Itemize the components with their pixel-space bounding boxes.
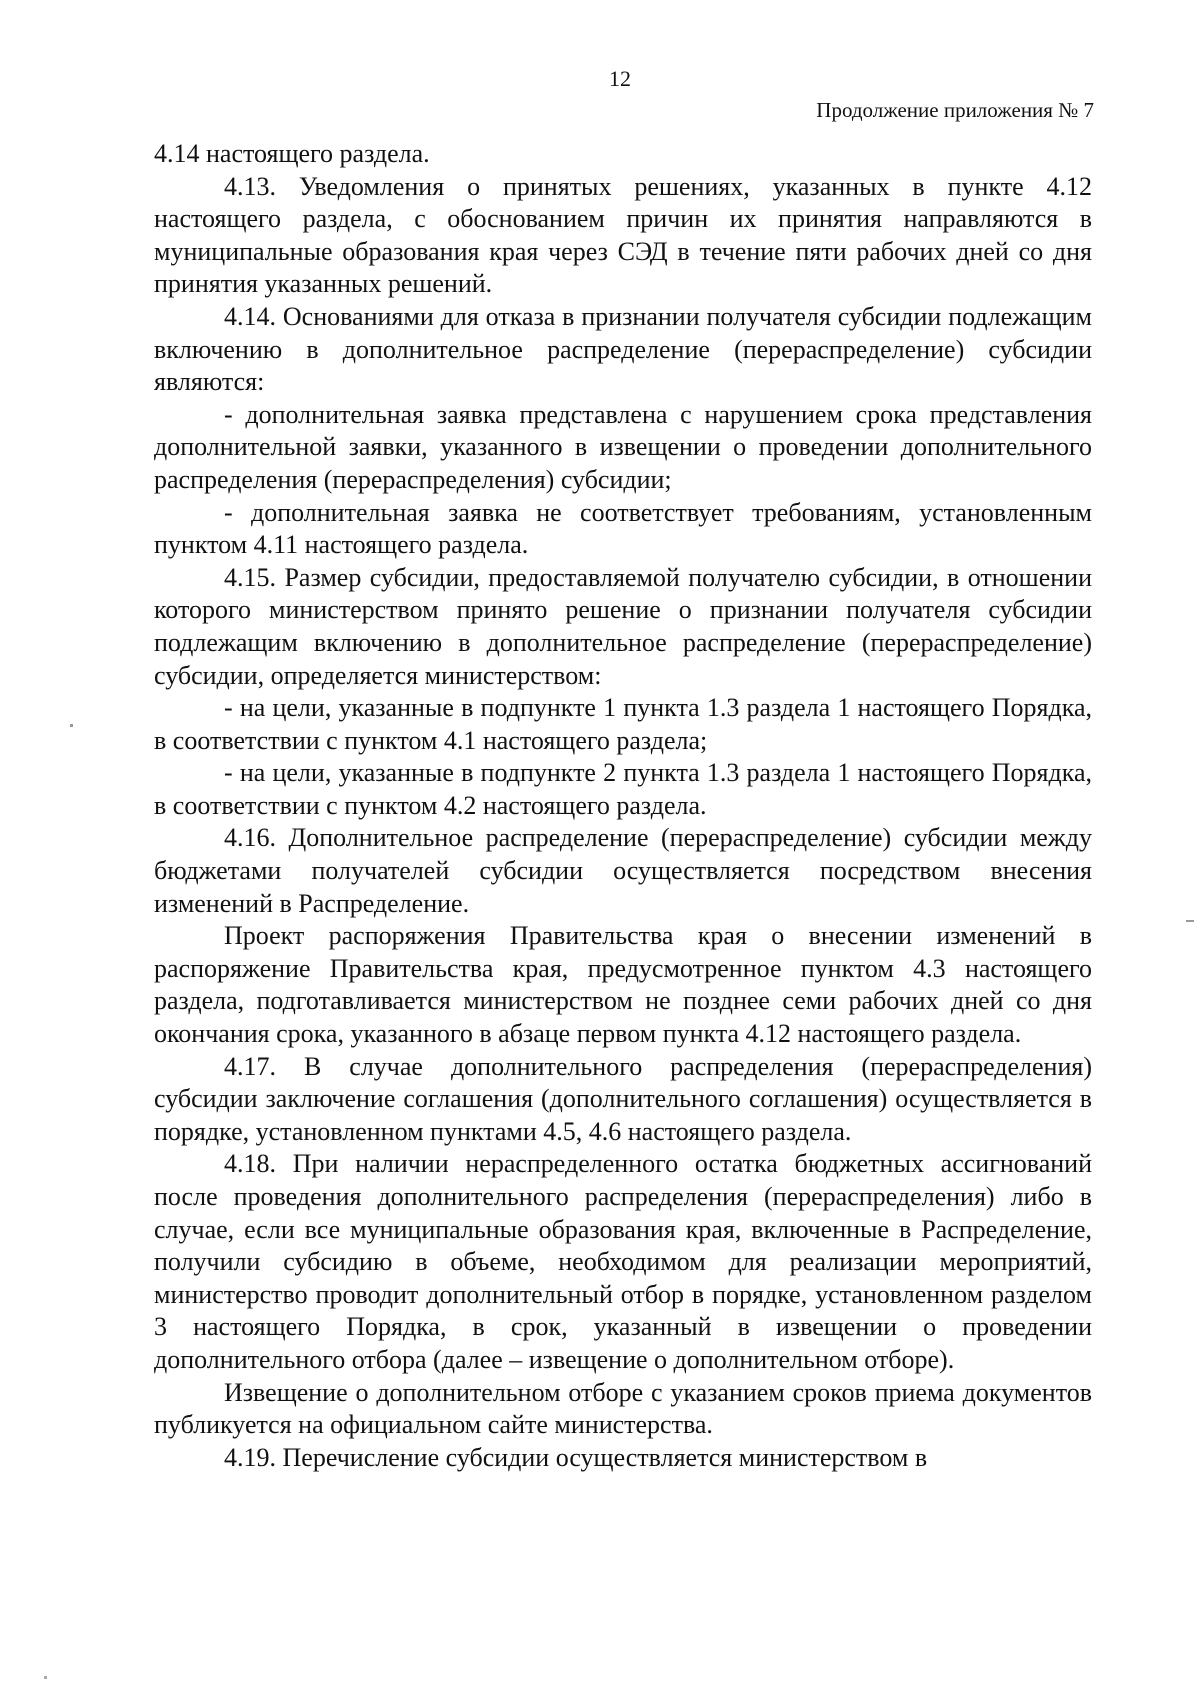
paragraph-4-17: 4.17. В случае дополнительного распределения (перераспределения) субсидии заключение соглашения (дополнительного соглашения) осуществляется в порядке, установленном пунктами 4.5, 4.6 настоящего раздела. [154,1051,1092,1146]
paragraph-4-18-notice: Извещение о дополнительном отборе с указанием сроков приема документов публикуется на официальном сайте министерства. [154,1377,1092,1440]
paragraph-4-15-item-1: - на цели, указанные в подпункте 1 пункта 1.3 раздела 1 настоящего Порядка, в соответствии с пунктом 4.1 настоящего раздела; [154,693,1092,755]
paragraph-4-14: 4.14. Основаниями для отказа в признании получателя субсидии подлежащим включению в дополнительное распределение (перераспределение) субсидии являются: [154,301,1092,397]
paragraph-4-16-draft: Проект распоряжения Правительства края о внесении изменений в распоряжение Правительства края, предусмотренное пунктом 4.3 настоящего раздела, подготавливается министерством не позднее семи рабочих дней со дня окончания срока, указанного в абзаце первом пункта 4.12 настоящего раздела. [154,921,1092,1049]
scan-speck [44,1676,47,1679]
paragraph-4-19: 4.19. Перечисление субсидии осуществляется министерством в [224,1442,928,1472]
paragraph-4-15: 4.15. Размер субсидии, предоставляемой получателю субсидии, в отношении которого министерством принято решение о признании получателя субсидии подлежащим включению в дополнительное распределение (перераспределение) субсидии, определяется министерством: [154,562,1092,690]
paragraph-4-16: 4.16. Дополнительное распределение (перераспределение) субсидии между бюджетами получателей субсидии осуществляется посредством внесения изменений в Распределение. [154,823,1092,918]
document-body [154,138,1092,1474]
paragraph-4-14-tail: 4.14 настоящего раздела. [154,139,430,168]
paragraph-4-14-item-1: - дополнительная заявка представлена с нарушением срока представления дополнительной заявки, указанного в извещении о проведении дополнительного распределения (перераспределения) субсидии; [154,399,1092,494]
paragraph-4-13: 4.13. Уведомления о принятых решениях, указанных в пункте 4.12 настоящего раздела, с обоснованием причин их принятия направляются в муниципальные образования края через СЭД в течение пяти рабочих дней со дня принятия указанных решений. [154,171,1092,299]
paragraph-4-18: 4.18. При наличии нераспределенного остатка бюджетных ассигнований после проведения дополнительного распределения (перераспределения) либо в случае, если все муниципальные образования края, включенные в Распределение, получили субсидию в объеме, необходимом для реализации мероприятий, министерство проводит дополнительный отбор в порядке, установленном разделом 3 настоящего Порядка, в срок, указанный в извещении о проведении дополнительного отбора (далее – извещение о дополнительном отборе). [154,1149,1092,1374]
scan-speck [70,724,73,727]
appendix-continuation-label: Продолжение приложения № 7 [816,98,1094,122]
scan-edge-mark [1186,920,1194,922]
paragraph-4-15-item-2: - на цели, указанные в подпункте 2 пункта 1.3 раздела 1 настоящего Порядка, в соответствии с пунктом 4.2 настоящего раздела. [154,758,1092,820]
paragraph-4-14-item-2: - дополнительная заявка не соответствует требованиям, установленным пунктом 4.11 настоящего раздела. [154,497,1092,560]
page-number: 12 [609,66,631,91]
